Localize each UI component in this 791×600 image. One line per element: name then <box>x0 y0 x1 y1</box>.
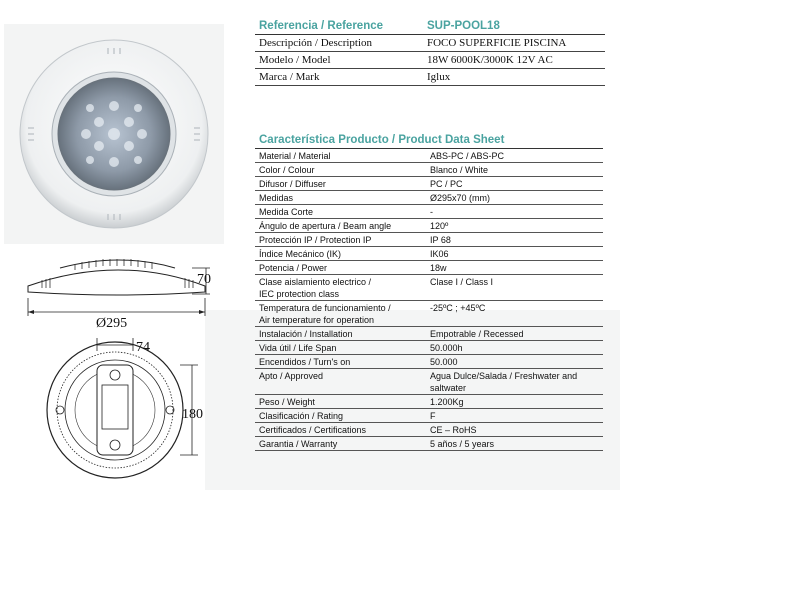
header-row <box>255 52 605 69</box>
row-value-line2: saltwater <box>430 383 467 393</box>
row-value: Blanco / White <box>430 165 489 175</box>
table-row <box>255 423 603 437</box>
row-value: PC / PC <box>430 179 463 189</box>
table-row <box>255 327 603 341</box>
header-row-value: FOCO SUPERFICIE PISCINA <box>427 37 567 49</box>
row-label: Ángulo de apertura / Beam angle <box>259 221 392 231</box>
bracket-width-label: 74 <box>136 340 150 355</box>
table-row <box>255 177 603 191</box>
table-row <box>255 301 603 327</box>
row-label-line2: IEC protection class <box>259 289 340 299</box>
reference-value: SUP-POOL18 <box>427 20 500 32</box>
table-row <box>255 247 603 261</box>
header-row-label: Modelo / Model <box>259 54 331 66</box>
row-value: Empotrable / Recessed <box>430 329 524 339</box>
row-value: IK06 <box>430 249 449 259</box>
row-value: 1.200Kg <box>430 397 464 407</box>
row-value: Clase I / Class I <box>430 277 494 287</box>
table-row <box>255 275 603 301</box>
row-label: Apto / Approved <box>259 371 324 381</box>
reference-label: Referencia / Reference <box>259 20 384 32</box>
row-label: Encendidos / Turn's on <box>259 357 351 367</box>
row-label: Garantia / Warranty <box>259 439 338 449</box>
row-label: Difusor / Diffuser <box>259 179 326 189</box>
header-row-label: Marca / Mark <box>259 71 320 83</box>
row-value: Ø295x70 (mm) <box>430 193 491 203</box>
table-row <box>255 219 603 233</box>
header-row-label: Descripción / Description <box>259 37 373 49</box>
table-row <box>255 163 603 177</box>
row-label: Protección IP / Protection IP <box>259 235 372 245</box>
row-label-line2: Air temperature for operation <box>259 315 375 325</box>
row-value: 50.000h <box>430 343 463 353</box>
height-dimension-label: 70 <box>197 272 211 287</box>
reference-table <box>255 18 605 86</box>
row-value: 50.000 <box>430 357 458 367</box>
reference-row <box>255 18 605 35</box>
product-photo <box>4 24 224 244</box>
bracket-height-label: 180 <box>182 407 203 422</box>
table-row <box>255 355 603 369</box>
table-row <box>255 369 603 395</box>
product-data-sheet-table <box>255 148 603 451</box>
row-value: - <box>430 207 433 217</box>
table-row <box>255 233 603 247</box>
row-label: Potencia / Power <box>259 263 328 273</box>
row-label: Color / Colour <box>259 165 315 175</box>
row-label: Instalación / Installation <box>259 329 353 339</box>
table-row <box>255 341 603 355</box>
row-label: Medidas <box>259 193 294 203</box>
table-row <box>255 261 603 275</box>
row-label: Vida útil / Life Span <box>259 343 337 353</box>
row-value: 5 años / 5 years <box>430 439 495 449</box>
row-value: 18w <box>430 263 447 273</box>
header-row <box>255 35 605 52</box>
header-row-value: Iglux <box>427 71 451 83</box>
diameter-dimension-label: Ø295 <box>96 316 128 331</box>
row-value: 120º <box>430 221 449 231</box>
table-row <box>255 437 603 451</box>
row-value: ABS-PC / ABS-PC <box>430 151 505 161</box>
row-value: CE – RoHS <box>430 425 477 435</box>
table-row <box>255 205 603 219</box>
row-value: F <box>430 411 436 421</box>
table-row <box>255 149 603 163</box>
row-label: Temperatura de funcionamiento / <box>259 303 391 313</box>
header-row-value: 18W 6000K/3000K 12V AC <box>427 54 553 66</box>
row-label: Clase aislamiento electrico / <box>259 277 372 287</box>
row-value: -25ºC ; +45ºC <box>430 303 486 313</box>
row-label: Material / Material <box>259 151 331 161</box>
row-label: Peso / Weight <box>259 397 315 407</box>
row-value: Agua Dulce/Salada / Freshwater and <box>430 371 578 381</box>
header-row <box>255 69 605 86</box>
row-label: Certificados / Certifications <box>259 425 367 435</box>
table-row <box>255 409 603 423</box>
row-label: Medida Corte <box>259 207 314 217</box>
table-row <box>255 395 603 409</box>
row-value: IP 68 <box>430 235 451 245</box>
row-label: Clasificación / Rating <box>259 411 344 421</box>
row-label: Índice Mecánico (IK) <box>259 249 342 259</box>
sheet-title: Característica Producto / Product Data Sheet <box>259 134 505 146</box>
table-row <box>255 191 603 205</box>
